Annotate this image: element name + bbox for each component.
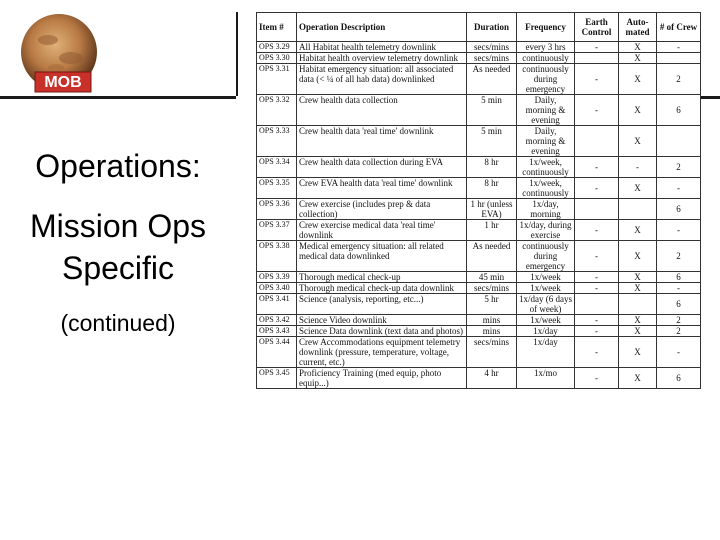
cell-crew-count: 2 xyxy=(657,315,701,326)
cell-earth-control: - xyxy=(575,326,619,337)
cell-item-number: OPS 3.38 xyxy=(257,241,297,272)
cell-frequency: 1x/day (6 days of week) xyxy=(517,294,575,315)
cell-crew-count: 6 xyxy=(657,199,701,220)
header-automated: Auto- mated xyxy=(619,13,657,42)
cell-earth-control: - xyxy=(575,220,619,241)
cell-operation-description: Proficiency Training (med equip, photo equip...) xyxy=(297,368,467,389)
cell-crew-count: - xyxy=(657,283,701,294)
cell-automated: X xyxy=(619,95,657,126)
slide-title: Operations: xyxy=(35,148,201,184)
cell-duration: 4 hr xyxy=(467,368,517,389)
cell-operation-description: Thorough medical check-up xyxy=(297,272,467,283)
cell-operation-description: Science Video downlink xyxy=(297,315,467,326)
cell-automated: X xyxy=(619,272,657,283)
table-row xyxy=(257,199,701,220)
cell-earth-control: - xyxy=(575,368,619,389)
cell-automated: X xyxy=(619,283,657,294)
cell-frequency: 1x/day, during exercise xyxy=(517,220,575,241)
cell-item-number: OPS 3.37 xyxy=(257,220,297,241)
cell-frequency: 1x/week, continuously xyxy=(517,157,575,178)
cell-item-number: OPS 3.43 xyxy=(257,326,297,337)
operations-table xyxy=(256,12,701,389)
cell-frequency: Daily, morning & evening xyxy=(517,95,575,126)
cell-automated xyxy=(619,199,657,220)
header-crew-count: # of Crew xyxy=(657,13,701,42)
cell-duration: 5 hr xyxy=(467,294,517,315)
table-row xyxy=(257,42,701,53)
table-row xyxy=(257,337,701,368)
cell-duration: secs/mins xyxy=(467,337,517,368)
cell-automated: X xyxy=(619,42,657,53)
cell-frequency: continuously during emergency xyxy=(517,241,575,272)
cell-frequency: 1x/day xyxy=(517,326,575,337)
table-row xyxy=(257,178,701,199)
cell-item-number: OPS 3.40 xyxy=(257,283,297,294)
cell-earth-control xyxy=(575,53,619,64)
cell-operation-description: Crew health data collection during EVA xyxy=(297,157,467,178)
table-row xyxy=(257,53,701,64)
table-row xyxy=(257,326,701,337)
cell-duration: As needed xyxy=(467,64,517,95)
cell-crew-count: 2 xyxy=(657,326,701,337)
cell-automated: X xyxy=(619,178,657,199)
cell-duration: As needed xyxy=(467,241,517,272)
table-row xyxy=(257,368,701,389)
cell-operation-description: Crew exercise (includes prep & data collection) xyxy=(297,199,467,220)
cell-duration: 5 min xyxy=(467,95,517,126)
cell-operation-description: Crew health data collection xyxy=(297,95,467,126)
cell-duration: mins xyxy=(467,315,517,326)
table-row xyxy=(257,283,701,294)
cell-automated: X xyxy=(619,53,657,64)
cell-crew-count xyxy=(657,53,701,64)
cell-automated: X xyxy=(619,315,657,326)
cell-frequency: 1x/day xyxy=(517,337,575,368)
cell-operation-description: Crew health data 'real time' downlink xyxy=(297,126,467,157)
slide-subtitle-line1: Mission Ops xyxy=(29,208,207,244)
cell-earth-control xyxy=(575,199,619,220)
cell-automated: X xyxy=(619,337,657,368)
cell-duration: 8 hr xyxy=(467,157,517,178)
logo-text: MOB xyxy=(44,74,82,91)
cell-earth-control: - xyxy=(575,283,619,294)
cell-duration: 1 hr xyxy=(467,220,517,241)
cell-automated: X xyxy=(619,220,657,241)
cell-earth-control: - xyxy=(575,315,619,326)
table-row xyxy=(257,272,701,283)
cell-operation-description: All Habitat health telemetry downlink xyxy=(297,42,467,53)
cell-duration: secs/mins xyxy=(467,283,517,294)
cell-automated: X xyxy=(619,368,657,389)
cell-earth-control xyxy=(575,126,619,157)
cell-earth-control: - xyxy=(575,157,619,178)
slide-note: (continued) xyxy=(60,310,176,336)
cell-frequency: Daily, morning & evening xyxy=(517,126,575,157)
vertical-divider xyxy=(236,12,238,96)
cell-crew-count xyxy=(657,126,701,157)
cell-frequency: 1x/day, morning xyxy=(517,199,575,220)
cell-duration: 45 min xyxy=(467,272,517,283)
cell-operation-description: Medical emergency situation: all related medical data downlinked xyxy=(297,241,467,272)
cell-crew-count: 6 xyxy=(657,272,701,283)
cell-duration: 5 min xyxy=(467,126,517,157)
table-row xyxy=(257,220,701,241)
cell-item-number: OPS 3.42 xyxy=(257,315,297,326)
cell-operation-description: Habitat health overview telemetry downlink xyxy=(297,53,467,64)
header-divider xyxy=(0,96,236,99)
cell-duration: 8 hr xyxy=(467,178,517,199)
mars-logo xyxy=(16,10,102,96)
cell-item-number: OPS 3.29 xyxy=(257,42,297,53)
cell-automated: X xyxy=(619,126,657,157)
header-frequency: Frequency xyxy=(517,13,575,42)
cell-frequency: 1x/week, continuously xyxy=(517,178,575,199)
cell-operation-description: Science Data downlink (text data and photos) xyxy=(297,326,467,337)
cell-frequency: continuously during emergency xyxy=(517,64,575,95)
cell-crew-count: 2 xyxy=(657,157,701,178)
cell-operation-description: Crew Accommodations equipment telemetry downlink (pressure, temperature, voltage, current, etc.) xyxy=(297,337,467,368)
cell-frequency: 1x/week xyxy=(517,272,575,283)
cell-crew-count: 6 xyxy=(657,294,701,315)
cell-item-number: OPS 3.33 xyxy=(257,126,297,157)
cell-operation-description: Crew exercise medical data 'real time' downlink xyxy=(297,220,467,241)
cell-item-number: OPS 3.35 xyxy=(257,178,297,199)
cell-item-number: OPS 3.36 xyxy=(257,199,297,220)
cell-earth-control: - xyxy=(575,241,619,272)
cell-frequency: 1x/week xyxy=(517,315,575,326)
cell-crew-count: 2 xyxy=(657,241,701,272)
cell-frequency: 1x/mo xyxy=(517,368,575,389)
cell-crew-count: - xyxy=(657,178,701,199)
table-row xyxy=(257,64,701,95)
header-earth-control: Earth Control xyxy=(575,13,619,42)
cell-crew-count: 6 xyxy=(657,368,701,389)
cell-earth-control: - xyxy=(575,95,619,126)
cell-earth-control: - xyxy=(575,337,619,368)
cell-duration: secs/mins xyxy=(467,42,517,53)
cell-crew-count: - xyxy=(657,220,701,241)
header-operation-description: Operation Description xyxy=(297,13,467,42)
cell-operation-description: Crew EVA health data 'real time' downlink xyxy=(297,178,467,199)
cell-automated: X xyxy=(619,326,657,337)
cell-item-number: OPS 3.34 xyxy=(257,157,297,178)
table-header-row xyxy=(257,13,701,42)
header-item-number: Item # xyxy=(257,13,297,42)
cell-operation-description: Habitat emergency situation: all associated data (< ¼ of all hab data) downlinked xyxy=(297,64,467,95)
cell-item-number: OPS 3.32 xyxy=(257,95,297,126)
cell-earth-control: - xyxy=(575,42,619,53)
cell-automated: X xyxy=(619,64,657,95)
right-divider xyxy=(700,96,720,99)
cell-earth-control: - xyxy=(575,64,619,95)
cell-item-number: OPS 3.30 xyxy=(257,53,297,64)
table-row xyxy=(257,294,701,315)
table-row xyxy=(257,95,701,126)
cell-frequency: 1x/week xyxy=(517,283,575,294)
cell-crew-count: 6 xyxy=(657,95,701,126)
cell-automated xyxy=(619,294,657,315)
cell-frequency: continuously xyxy=(517,53,575,64)
cell-automated: - xyxy=(619,157,657,178)
table-row xyxy=(257,126,701,157)
table-row xyxy=(257,241,701,272)
cell-earth-control xyxy=(575,294,619,315)
table-row xyxy=(257,157,701,178)
cell-frequency: every 3 hrs xyxy=(517,42,575,53)
cell-item-number: OPS 3.45 xyxy=(257,368,297,389)
header-duration: Duration xyxy=(467,13,517,42)
cell-crew-count: - xyxy=(657,42,701,53)
cell-item-number: OPS 3.44 xyxy=(257,337,297,368)
cell-item-number: OPS 3.39 xyxy=(257,272,297,283)
cell-operation-description: Science (analysis, reporting, etc...) xyxy=(297,294,467,315)
cell-duration: mins xyxy=(467,326,517,337)
slide-subtitle-line2: Specific xyxy=(61,250,175,286)
cell-crew-count: 2 xyxy=(657,64,701,95)
cell-earth-control: - xyxy=(575,178,619,199)
cell-earth-control: - xyxy=(575,272,619,283)
cell-operation-description: Thorough medical check-up data downlink xyxy=(297,283,467,294)
table-row xyxy=(257,315,701,326)
cell-item-number: OPS 3.41 xyxy=(257,294,297,315)
cell-item-number: OPS 3.31 xyxy=(257,64,297,95)
cell-crew-count: - xyxy=(657,337,701,368)
cell-duration: 1 hr (unless EVA) xyxy=(467,199,517,220)
cell-automated: X xyxy=(619,241,657,272)
cell-duration: secs/mins xyxy=(467,53,517,64)
